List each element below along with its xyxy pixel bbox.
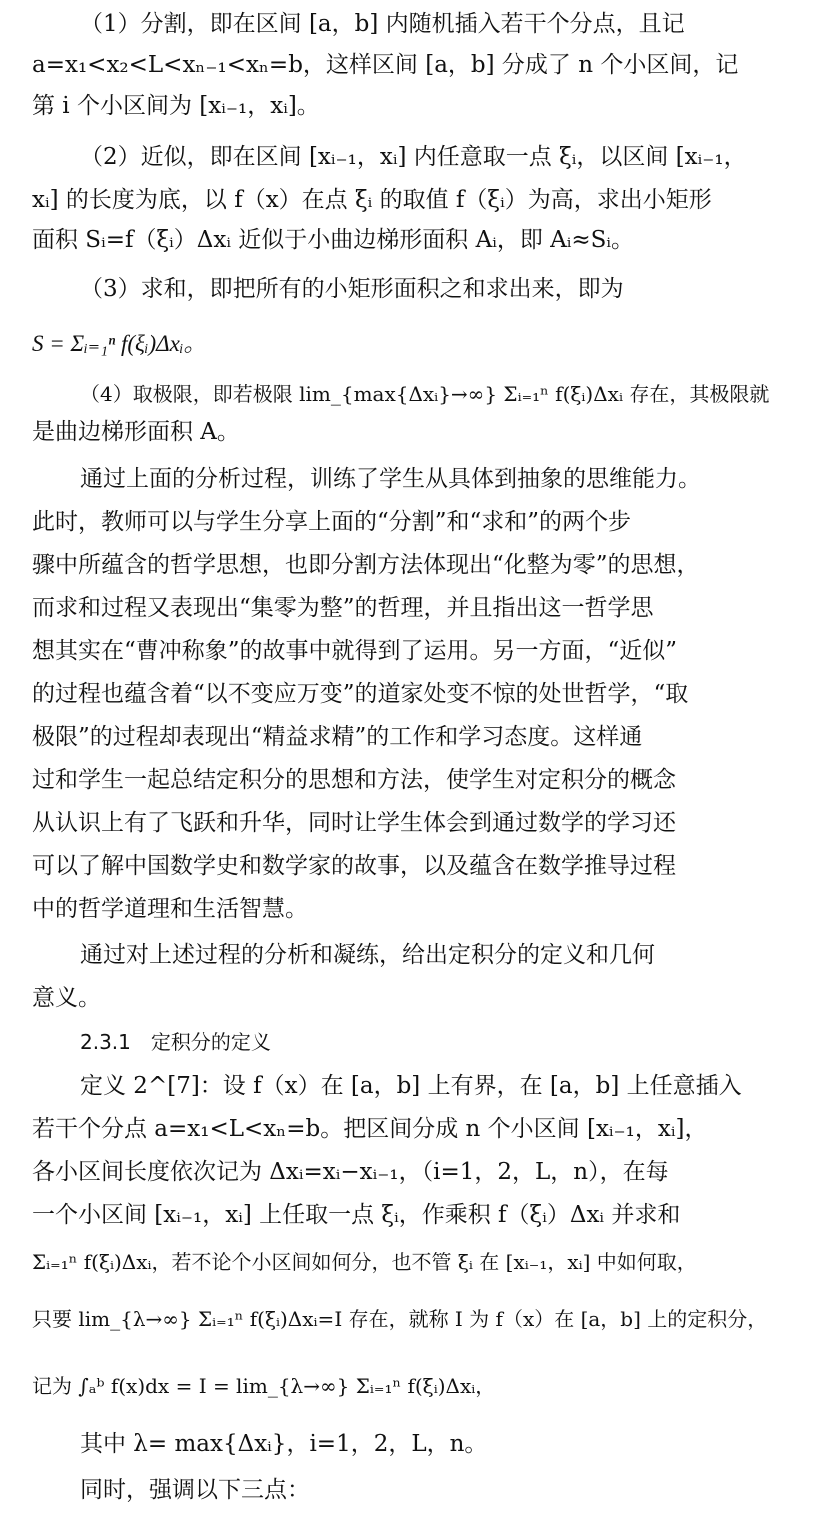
paragraph-line: 中的哲学道理和生活智慧。	[32, 896, 308, 922]
formula-line: 记为 ∫ₐᵇ f(x)dx = I = lim_{λ→∞} Σᵢ₌₁ⁿ f(ξᵢ)Δxᵢ，	[32, 1374, 496, 1398]
paragraph-line: 而求和过程又表现出“集零为整”的哲理，并且指出这一哲学思	[32, 595, 654, 621]
paragraph-line: 通过对上述过程的分析和凝练，给出定积分的定义和几何	[80, 942, 655, 968]
paragraph-line: 骤中所蕴含的哲学思想，也即分割方法体现出“化整为零”的思想，	[32, 552, 700, 578]
formula-line: S = Σᵢ₌₁ⁿ f(ξᵢ)Δxᵢ。	[32, 331, 207, 356]
paragraph-line: 各小区间长度依次记为 Δxᵢ=xᵢ−xᵢ₋₁，（i=1，2，L，n），在每	[32, 1159, 669, 1185]
paragraph-line: 的过程也蕴含着“以不变应万变”的道家处变不惊的处世哲学，“取	[32, 681, 689, 707]
paragraph-line: （2）近似，即在区间 [xᵢ₋₁，xᵢ] 内任意取一点 ξᵢ，以区间 [xᵢ₋₁，	[80, 144, 747, 170]
paragraph-line: 定义 2^[7]：设 f（x）在 [a，b] 上有界，在 [a，b] 上任意插入	[80, 1073, 742, 1099]
paragraph-line: 意义。	[32, 985, 101, 1011]
paragraph-line: 通过上面的分析过程，训练了学生从具体到抽象的思维能力。	[80, 466, 701, 492]
paragraph-line: a=x₁<x₂<L<xₙ₋₁<xₙ=b，这样区间 [a，b] 分成了 n 个小区间，记	[32, 52, 739, 78]
paragraph-line: （4）取极限，即若极限 lim_{max{Δxᵢ}→∞} Σᵢ₌₁ⁿ f(ξᵢ)Δxᵢ 存在，其极限就	[80, 382, 770, 406]
paragraph-line: 想其实在“曹冲称象”的故事中就得到了运用。另一方面，“近似”	[32, 638, 678, 664]
paragraph-line: 是曲边梯形面积 A。	[32, 419, 240, 445]
paragraph-line: 极限”的过程却表现出“精益求精”的工作和学习态度。这样通	[32, 724, 643, 750]
paragraph-line: 同时，强调以下三点：	[80, 1477, 310, 1503]
paragraph-line: 只要 lim_{λ→∞} Σᵢ₌₁ⁿ f(ξᵢ)Δxᵢ=I 存在，就称 I 为 f（x）在 [a，b] 上的定积分，	[32, 1307, 768, 1331]
paragraph-line: 此时，教师可以与学生分享上面的“分割”和“求和”的两个步	[32, 509, 632, 535]
paragraph-line: （3）求和，即把所有的小矩形面积之和求出来，即为	[80, 276, 624, 302]
paragraph-line: xᵢ] 的长度为底，以 f（x）在点 ξᵢ 的取值 f（ξᵢ）为高，求出小矩形	[32, 187, 712, 213]
paragraph-line: 过和学生一起总结定积分的思想和方法，使学生对定积分的概念	[32, 767, 676, 793]
paragraph-line: 若干个分点 a=x₁<L<xₙ=b。把区间分成 n 个小区间 [xᵢ₋₁，xᵢ]，	[32, 1116, 708, 1142]
paragraph-line: 从认识上有了飞跃和升华，同时让学生体会到通过数学的学习还	[32, 810, 676, 836]
paragraph-line: 一个小区间 [xᵢ₋₁，xᵢ] 上任取一点 ξᵢ，作乘积 f（ξᵢ）Δxᵢ 并求和	[32, 1202, 681, 1228]
paragraph-line: 可以了解中国数学史和数学家的故事，以及蕴含在数学推导过程	[32, 853, 676, 879]
paragraph-line: 其中 λ= max{Δxᵢ}，i=1，2，L，n。	[80, 1431, 488, 1457]
paragraph-line: Σᵢ₌₁ⁿ f(ξᵢ)Δxᵢ，若不论个小区间如何分，也不管 ξᵢ 在 [xᵢ₋₁，xᵢ] 中如何取，	[32, 1250, 697, 1274]
paragraph-line: （1）分割，即在区间 [a，b] 内随机插入若干个分点，且记	[80, 11, 685, 37]
paragraph-line: 第 i 个小区间为 [xᵢ₋₁，xᵢ]。	[32, 93, 320, 119]
paragraph-line: 面积 Sᵢ=f（ξᵢ）Δxᵢ 近似于小曲边梯形面积 Aᵢ，即 Aᵢ≈Sᵢ。	[32, 227, 635, 253]
section-heading: 2.3.1 定积分的定义	[80, 1030, 271, 1054]
